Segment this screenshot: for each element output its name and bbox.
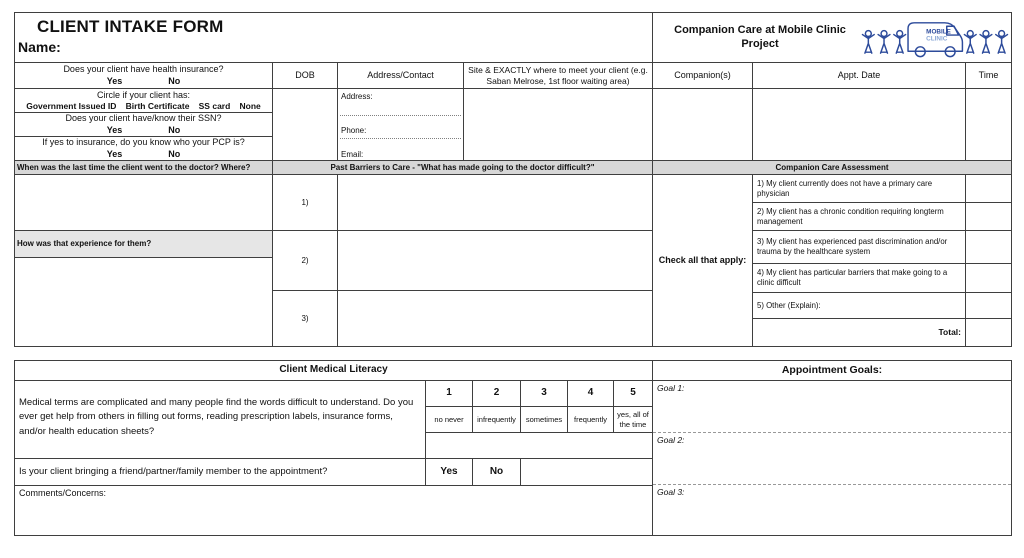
ssn-option-yes[interactable]: Yes	[106, 124, 123, 135]
assessment-checkbox-5[interactable]	[965, 292, 1012, 319]
address-label: Address:	[341, 92, 373, 101]
assessment-item-2: 2) My client has a chronic condition requiring longterm management	[752, 202, 966, 231]
companion-option-no[interactable]: No	[472, 458, 521, 486]
scale-response-area[interactable]	[425, 432, 653, 459]
assessment-item-4: 4) My client has particular barriers that make going to a clinic difficult	[752, 263, 966, 293]
address-input-line[interactable]	[340, 115, 461, 116]
barrier-number-2: 2)	[272, 230, 338, 291]
goal-2-label: Goal 2:	[657, 435, 685, 445]
question-insurance-label: Does your client have health insurance?	[63, 64, 224, 75]
check-all-instruction: Check all that apply:	[652, 174, 753, 347]
figure-right-3	[996, 31, 1008, 54]
project-title: Companion Care at Mobile Clinic Project	[674, 23, 846, 50]
scale-value-3[interactable]: 3	[520, 380, 568, 407]
insurance-option-yes[interactable]: Yes	[106, 75, 123, 86]
assessment-item-5[interactable]: 5) Other (Explain):	[752, 292, 966, 319]
document-option-none[interactable]: None	[239, 100, 261, 111]
pcp-option-no[interactable]: No	[168, 148, 181, 159]
figure-right-1	[964, 31, 976, 54]
companion-question: Is your client bringing a friend/partner/family member to the appointment?	[14, 458, 426, 486]
question-pcp-label: If yes to insurance, do you know who your PCP is?	[42, 137, 245, 148]
goal-3-area[interactable]	[653, 485, 1011, 534]
assessment-checkbox-3[interactable]	[965, 230, 1012, 264]
title-box	[14, 12, 653, 63]
appt-date-input-cell[interactable]	[752, 88, 966, 161]
scale-value-2[interactable]: 2	[472, 380, 521, 407]
comments-area[interactable]	[14, 485, 653, 536]
assessment-item-3: 3) My client has experienced past discrimination and/or trauma by the healthcare system	[752, 230, 966, 264]
document-option-government-id[interactable]: Government Issued ID	[26, 100, 117, 111]
insurance-option-no[interactable]: No	[168, 75, 181, 86]
barrier-answer-1[interactable]	[337, 174, 653, 231]
total-label: Total:	[752, 318, 966, 347]
figure-right-2	[980, 31, 992, 54]
question-pcp	[14, 136, 273, 161]
site-header: Site & EXACTLY where to meet your client (e.g. Saban Melrose, 1st floor waiting area)	[463, 62, 653, 89]
assessment-checkbox-1[interactable]	[965, 174, 1012, 203]
project-box	[652, 12, 1012, 63]
dob-header: DOB	[272, 62, 338, 89]
question-documents	[14, 88, 273, 113]
question-documents-label: Circle if your client has:	[96, 89, 191, 100]
time-header: Time	[965, 62, 1012, 89]
goals-header: Appointment Goals:	[652, 360, 1012, 381]
scale-label-3: sometimes	[520, 406, 568, 433]
phone-input-line[interactable]	[340, 138, 461, 139]
last-visit-header: When was the last time the client went to the doctor? Where?	[14, 160, 273, 175]
document-option-ss-card[interactable]: SS card	[198, 100, 231, 111]
goal-1-area[interactable]	[653, 381, 1011, 433]
scale-label-1: no never	[425, 406, 473, 433]
question-insurance	[14, 62, 273, 89]
barrier-answer-3[interactable]	[337, 290, 653, 347]
total-value-cell[interactable]	[965, 318, 1012, 347]
companions-input-cell[interactable]	[652, 88, 753, 161]
assessment-checkbox-2[interactable]	[965, 202, 1012, 231]
goals-body	[652, 380, 1012, 536]
literacy-header: Client Medical Literacy	[14, 360, 653, 381]
assessment-header: Companion Care Assessment	[652, 160, 1012, 175]
figure-left-2	[878, 31, 890, 54]
companion-option-yes[interactable]: Yes	[425, 458, 473, 486]
mobile-clinic-logo	[859, 13, 1009, 62]
goal-3-label: Goal 3:	[657, 487, 685, 497]
barrier-number-1: 1)	[272, 174, 338, 231]
site-input-cell[interactable]	[463, 88, 653, 161]
logo-text-2: CLINIC	[926, 35, 948, 43]
scale-label-5: yes, all of the time	[613, 406, 653, 433]
assessment-checkbox-4[interactable]	[965, 263, 1012, 293]
comments-label: Comments/Concerns:	[19, 488, 107, 498]
barrier-number-3: 3)	[272, 290, 338, 347]
scale-value-4[interactable]: 4	[567, 380, 614, 407]
name-label[interactable]: Name:	[18, 39, 61, 56]
address-contact-cell	[337, 88, 464, 161]
experience-answer-area[interactable]	[14, 257, 273, 347]
scale-label-2: infrequently	[472, 406, 521, 433]
pcp-option-yes[interactable]: Yes	[106, 148, 123, 159]
experience-header: How was that experience for them?	[14, 230, 273, 258]
ssn-option-no[interactable]: No	[168, 124, 181, 135]
goal-1-label: Goal 1:	[657, 383, 685, 393]
appt-date-header: Appt. Date	[752, 62, 966, 89]
companions-header: Companion(s)	[652, 62, 753, 89]
logo-text-1: MOBILE	[926, 28, 951, 36]
scale-label-4: frequently	[567, 406, 614, 433]
email-label: Email:	[341, 150, 364, 159]
form-title: CLIENT INTAKE FORM	[37, 17, 224, 36]
companion-response-area[interactable]	[520, 458, 653, 486]
literacy-question: Medical terms are complicated and many people find the words difficult to understand. Do you ever get help from others in filling out forms, reading prescription labels, insurance forms, and/or health education sheets?	[14, 380, 426, 459]
dob-input-cell[interactable]	[272, 88, 338, 161]
question-ssn	[14, 112, 273, 137]
goal-2-area[interactable]	[653, 433, 1011, 485]
figure-left-1	[862, 31, 874, 54]
figure-left-3	[894, 31, 906, 54]
time-input-cell[interactable]	[965, 88, 1012, 161]
barrier-answer-2[interactable]	[337, 230, 653, 291]
assessment-item-1: 1) My client currently does not have a primary care physician	[752, 174, 966, 203]
past-barriers-header: Past Barriers to Care - "What has made going to the doctor difficult?"	[272, 160, 653, 175]
scale-value-1[interactable]: 1	[425, 380, 473, 407]
question-ssn-label: Does your client have/know their SSN?	[65, 113, 222, 124]
address-contact-header: Address/Contact	[337, 62, 464, 89]
last-visit-answer-area[interactable]	[14, 174, 273, 231]
document-option-birth-certificate[interactable]: Birth Certificate	[125, 100, 190, 111]
phone-label: Phone:	[341, 126, 367, 135]
scale-value-5[interactable]: 5	[613, 380, 653, 407]
